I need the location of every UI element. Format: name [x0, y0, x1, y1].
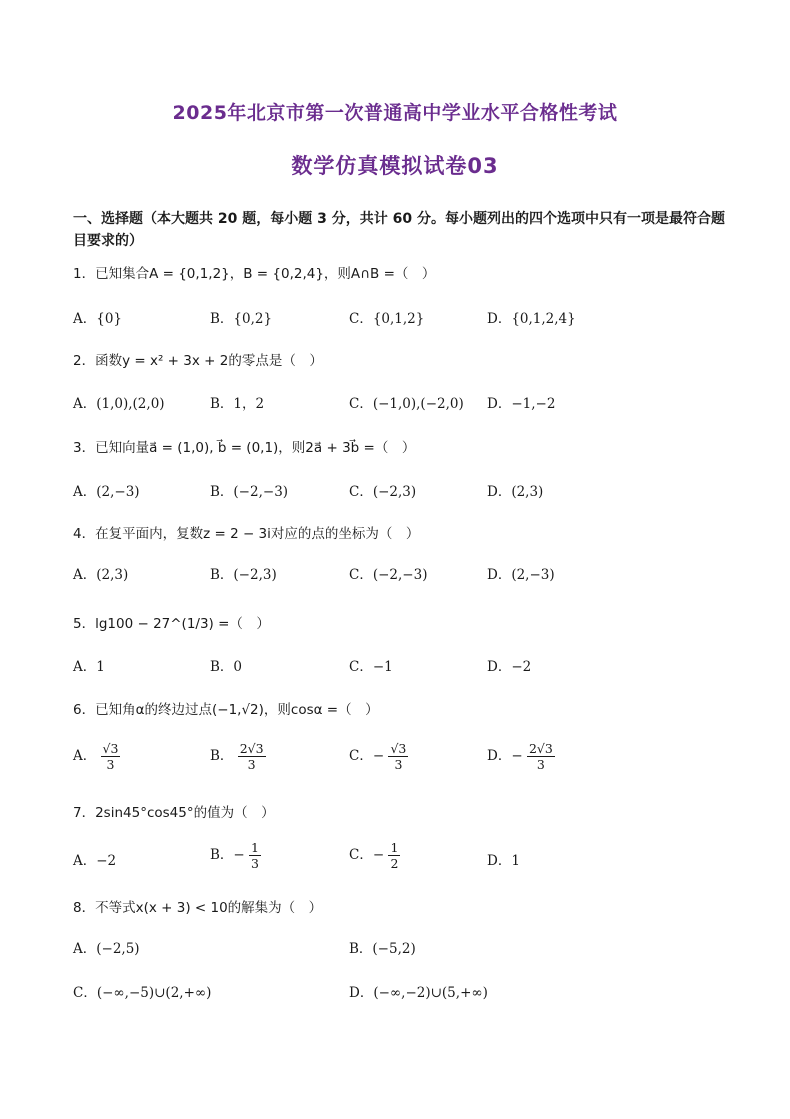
q4-option-c: C．(−2,−3) — [349, 567, 428, 583]
question-1-stem: 1．已知集合A = {0,1,2}，B = {0,2,4}，则A∩B =（ ） — [73, 266, 436, 282]
q2-option-b: B．1，2 — [210, 396, 265, 412]
denominator: 3 — [394, 757, 403, 772]
question-4-stem: 4．在复平面内，复数z = 2 − 3i对应的点的坐标为（ ） — [73, 526, 420, 542]
q3-option-c: C．(−2,3) — [349, 484, 417, 500]
exam-title: 2025年北京市第一次普通高中学业水平合格性考试 — [172, 102, 618, 124]
q5-option-d: D．−2 — [487, 659, 532, 675]
q4-option-a: A．(2,3) — [73, 567, 129, 583]
q7-option-a: A．−2 — [73, 853, 117, 869]
q4-option-b: B．(−2,3) — [210, 567, 277, 583]
q7-option-c — [349, 840, 400, 871]
q6-option-d-label: D．− — [487, 748, 523, 764]
numerator: √3 — [102, 741, 119, 756]
q4-option-d: D．(2,−3) — [487, 567, 555, 583]
numerator: 2√3 — [528, 741, 553, 756]
numerator: √3 — [390, 741, 407, 756]
q6-option-a — [73, 741, 120, 772]
q1-option-b: B．{0,2} — [210, 311, 273, 327]
denominator: 3 — [106, 757, 115, 772]
q7-option-b — [210, 840, 261, 871]
q3-option-d: D．(2,3) — [487, 484, 544, 500]
q8-option-a: A．(−2,5) — [73, 941, 140, 957]
q8-option-b: B．(−5,2) — [349, 941, 416, 957]
section-heading: 一、选择题（本大题共 20 题，每小题 3 分，共计 60 分。每小题列出的四个选项中只有一项是最符合题目要求的） — [73, 211, 725, 249]
q2-option-a: A．(1,0),(2,0) — [73, 396, 165, 412]
denominator: 2 — [390, 856, 399, 871]
q6-option-a-fraction — [101, 741, 121, 772]
q6-option-b — [210, 741, 266, 772]
q6-option-c-fraction — [388, 741, 408, 772]
question-3-stem: 3．已知向量a⃗ = (1,0), b⃗ = (0,1)，则2a⃗ + 3b⃗ =（ ） — [73, 440, 416, 456]
q6-option-c-label: C．− — [349, 748, 385, 764]
numerator: 1 — [251, 840, 259, 855]
q2-option-d: D．−1,−2 — [487, 396, 556, 412]
question-6-stem: 6．已知角α的终边过点(−1,√2)，则cosα =（ ） — [73, 702, 379, 718]
q1-option-d: D．{0,1,2,4} — [487, 311, 576, 327]
question-5-stem: 5．lg100 − 27^(1/3) =（ ） — [73, 616, 270, 632]
q5-option-b: B．0 — [210, 659, 243, 675]
q8-option-d: D．(−∞,−2)∪(5,+∞) — [349, 985, 488, 1001]
q6-option-c — [349, 741, 408, 772]
q7-option-d: D．1 — [487, 853, 520, 869]
q6-option-a-label: A． — [73, 748, 97, 764]
q6-option-b-fraction — [238, 741, 266, 772]
q7-option-b-fraction — [249, 840, 261, 871]
q5-option-c: C．−1 — [349, 659, 393, 675]
numerator: 2√3 — [239, 741, 264, 756]
q6-option-d — [487, 741, 555, 772]
q5-option-a: A．1 — [73, 659, 105, 675]
q8-option-c: C．(−∞,−5)∪(2,+∞) — [73, 985, 212, 1001]
q1-option-c: C．{0,1,2} — [349, 311, 425, 327]
numerator: 1 — [390, 840, 399, 855]
question-7-stem: 7．2sin45°cos45°的值为（ ） — [73, 805, 275, 821]
q7-option-c-fraction — [388, 840, 400, 871]
denominator: 3 — [247, 757, 256, 772]
exam-subtitle: 数学仿真模拟试卷03 — [291, 154, 499, 178]
denominator: 3 — [251, 856, 259, 871]
q6-option-b-label: B． — [210, 748, 234, 764]
denominator: 3 — [536, 757, 545, 772]
q1-option-a: A．{0} — [73, 311, 123, 327]
question-8-stem: 8．不等式x(x + 3) < 10的解集为（ ） — [73, 900, 323, 916]
question-2-stem: 2．函数y = x² + 3x + 2的零点是（ ） — [73, 353, 323, 369]
q6-option-d-fraction — [527, 741, 555, 772]
q3-option-b: B．(−2,−3) — [210, 484, 289, 500]
q2-option-c: C．(−1,0),(−2,0) — [349, 396, 464, 412]
q7-option-c-label: C．− — [349, 847, 385, 863]
q3-option-a: A．(2,−3) — [73, 484, 140, 500]
q7-option-b-label: B．− — [210, 847, 245, 863]
